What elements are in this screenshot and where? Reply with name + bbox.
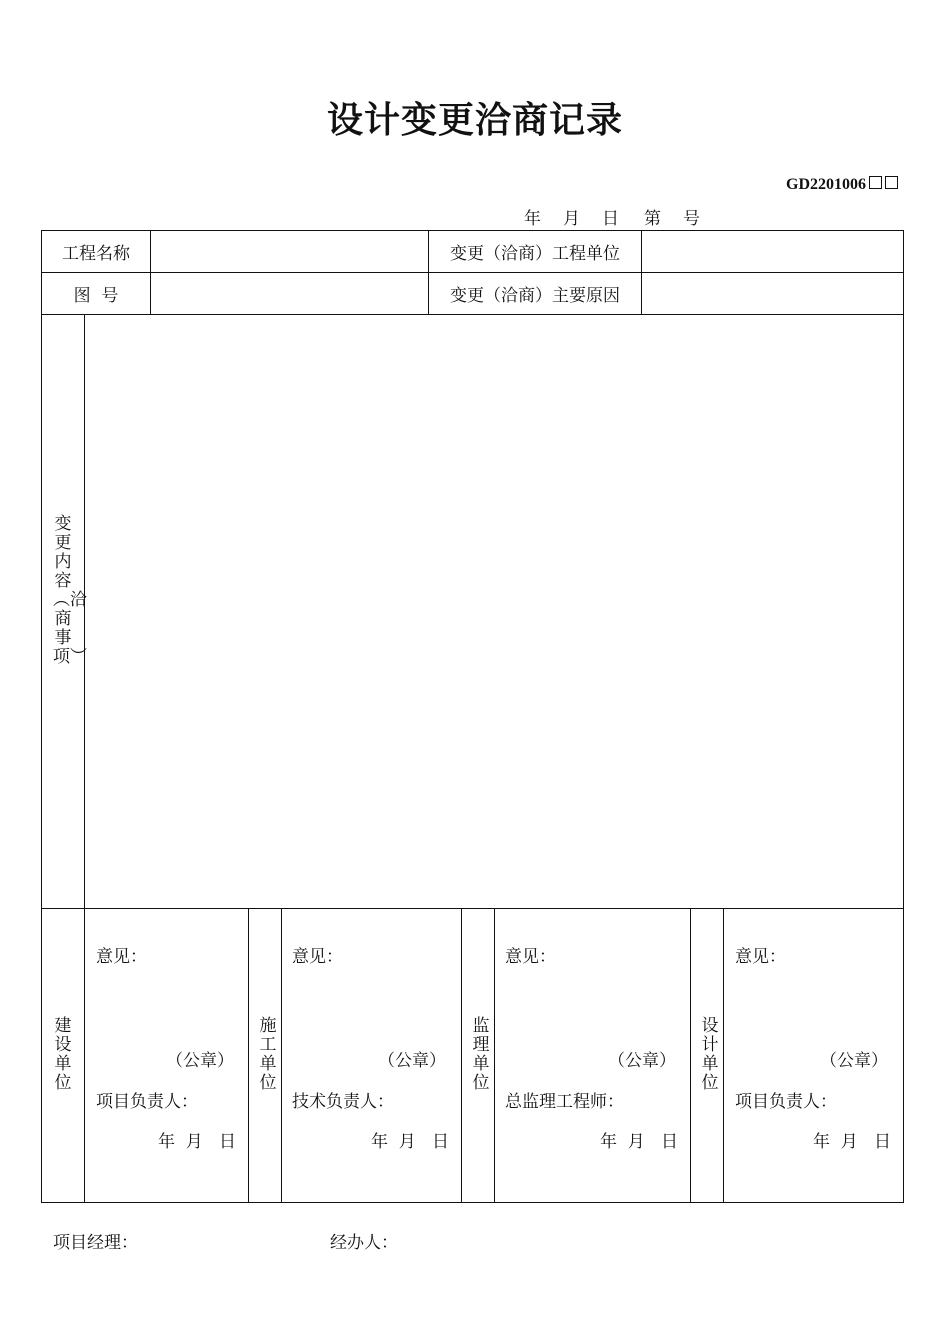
date-year-label: 年 bbox=[524, 209, 541, 229]
date-day-label: 日 bbox=[602, 209, 619, 229]
drawing-no-label: 图 号 bbox=[73, 286, 119, 306]
seal-label: （公章） bbox=[820, 1051, 888, 1071]
project-name-label: 工程名称 bbox=[62, 244, 130, 264]
sign-date-label: 年 月 日 bbox=[813, 1132, 892, 1152]
opinion-label: 意见： bbox=[96, 947, 147, 967]
seal-label: （公章） bbox=[166, 1051, 234, 1071]
sign-unit-label-contractor: 施工单位 bbox=[259, 1016, 277, 1093]
change-unit-label: 变更（洽商）工程单位 bbox=[450, 244, 620, 264]
page-title: 设计变更洽商记录 bbox=[326, 99, 623, 141]
content-area[interactable] bbox=[85, 315, 903, 908]
project-name-field[interactable] bbox=[151, 231, 428, 272]
project-manager-label: 项目经理： bbox=[53, 1233, 138, 1253]
signer-label: 项目负责人： bbox=[96, 1092, 198, 1112]
document-code-text: GD2201006 bbox=[786, 176, 866, 193]
seal-label: （公章） bbox=[378, 1051, 446, 1071]
date-month-label: 月 bbox=[563, 209, 580, 229]
signer-label: 技术负责人： bbox=[292, 1092, 394, 1112]
opinion-label: 意见： bbox=[292, 947, 343, 967]
opinion-label: 意见： bbox=[505, 947, 556, 967]
signer-label: 项目负责人： bbox=[735, 1092, 837, 1112]
sign-date-label: 年 月 日 bbox=[158, 1132, 237, 1152]
sign-unit-label-construction-owner: 建设单位 bbox=[54, 1016, 72, 1093]
change-reason-label: 变更（洽商）主要原因 bbox=[450, 286, 620, 306]
change-reason-field[interactable] bbox=[642, 273, 903, 314]
content-section-label: 变更内容︵洽商事项︶ bbox=[53, 514, 87, 667]
seal-label: （公章） bbox=[608, 1051, 676, 1071]
handler-label: 经办人： bbox=[330, 1233, 398, 1253]
sign-unit-label-supervisor: 监理单位 bbox=[472, 1016, 490, 1093]
sign-date-label: 年 月 日 bbox=[600, 1132, 679, 1152]
sign-unit-label-designer: 设计单位 bbox=[701, 1016, 719, 1093]
opinion-label: 意见： bbox=[735, 947, 786, 967]
number-suffix-label: 号 bbox=[683, 209, 700, 229]
signer-label: 总监理工程师： bbox=[505, 1092, 624, 1112]
sign-date-label: 年 月 日 bbox=[371, 1132, 450, 1152]
drawing-no-field[interactable] bbox=[151, 273, 428, 314]
change-unit-field[interactable] bbox=[642, 231, 903, 272]
number-prefix-label: 第 bbox=[644, 209, 661, 229]
